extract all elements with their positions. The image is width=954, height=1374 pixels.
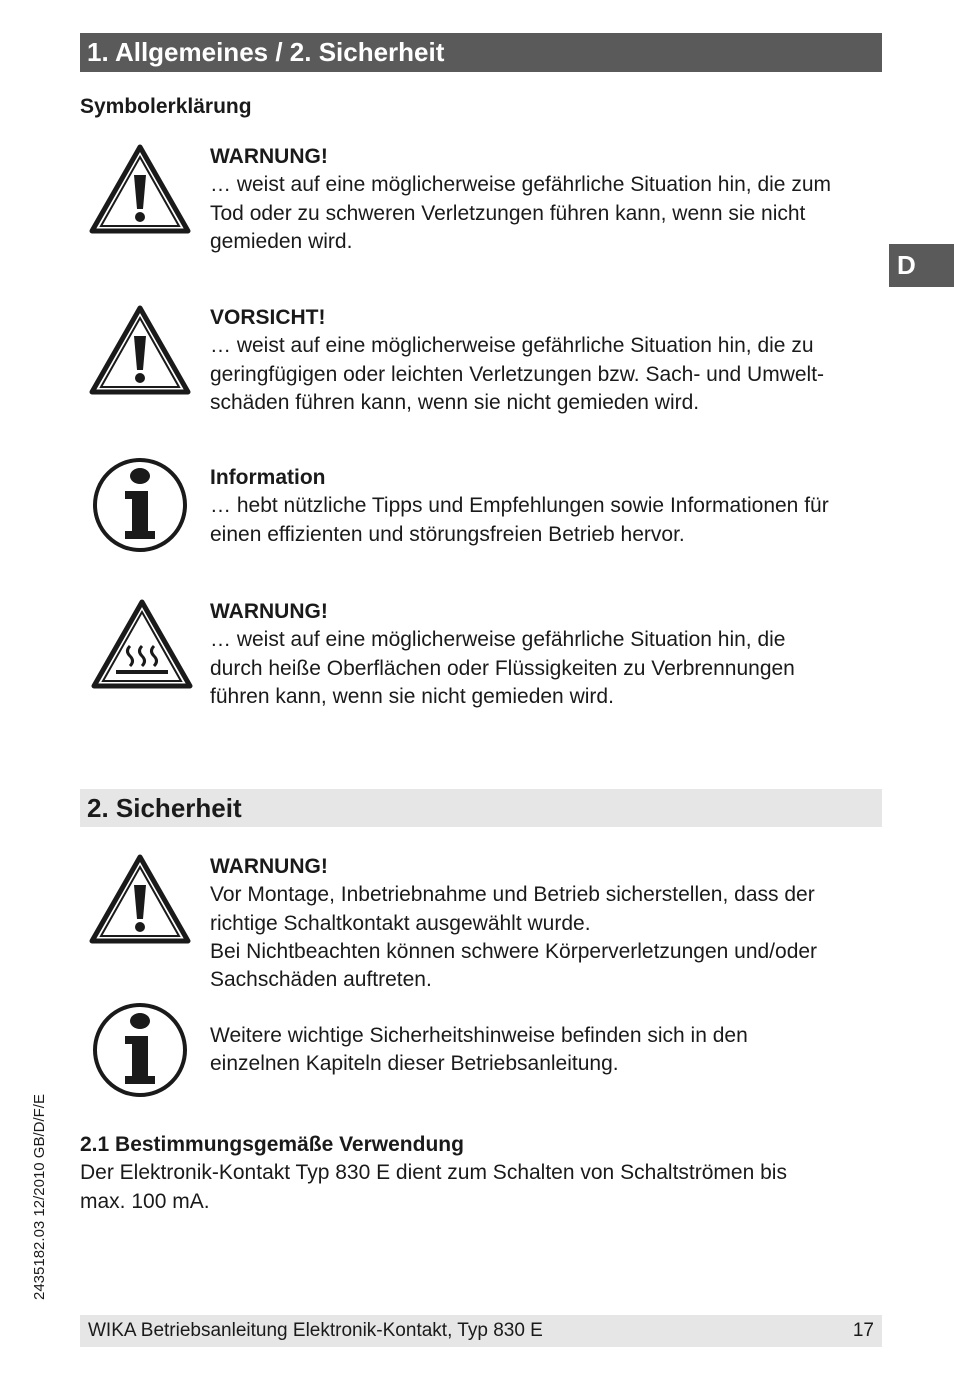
symbol-desc-line: … weist auf eine möglicherweise gefährliche Situation hin, die zu [210,334,814,358]
symbol-title: VORSICHT! [210,306,326,329]
information-icon [88,1000,192,1104]
warning-line: Sachschäden auftreten. [210,968,432,992]
page-number: 17 [852,1320,874,1341]
warning-triangle-icon [88,304,192,396]
intended-use-section [80,1131,882,1216]
page-header-title: 1. Allgemeines / 2. Sicherheit [80,33,882,72]
footer-text: WIKA Betriebsanleitung Elektronik-Kontakt, Typ 830 E [88,1320,543,1341]
information-icon [88,455,192,559]
symbol-desc-line: … hebt nützliche Tipps und Empfehlungen sowie Informationen für [210,494,829,518]
info-line: Weitere wichtige Sicherheitshinweise befinden sich in den [210,1024,748,1047]
section-title: 2. Sicherheit [80,789,882,827]
symbols-heading: Symbolerklärung [80,95,252,118]
body-line: max. 100 mA. [80,1189,210,1213]
symbol-desc-line: schäden führen kann, wenn sie nicht gemieden wird. [210,390,700,414]
warning-line: richtige Schaltkontakt ausgewählt wurde. [210,911,591,935]
symbol-desc-line: gemieden wird. [210,229,353,253]
warning-line: Vor Montage, Inbetriebnahme und Betrieb sicherstellen, dass der [210,883,815,907]
page-footer [80,1315,882,1347]
body-line: Der Elektronik-Kontakt Typ 830 E dient zum Schalten von Schaltströmen bis [80,1161,787,1185]
symbol-title: WARNUNG! [210,600,328,623]
symbol-desc-line: einen effizienten und störungsfreien Betrieb hervor. [210,522,685,546]
warning-triangle-icon [88,853,192,945]
warning-line: Bei Nichtbeachten können schwere Körperverletzungen und/oder [210,939,818,963]
symbol-desc-line: Tod oder zu schweren Verletzungen führen kann, wenn sie nicht [210,201,806,225]
symbol-desc-line: durch heiße Oberflächen oder Flüssigkeiten zu Verbrennungen [210,656,795,680]
warning-triangle-icon [88,143,192,235]
symbol-desc-line: geringfügigen oder leichten Verletzungen bzw. Sach- und Umwelt- [210,362,825,386]
subsection-heading: 2.1 Bestimmungsgemäße Verwendung [80,1133,464,1156]
document-code: 2435182.03 12/2010 GB/D/F/E [31,1094,48,1300]
hot-surface-icon [90,598,194,690]
symbol-desc-line: … weist auf eine möglicherweise gefährliche Situation hin, die zum [210,173,831,197]
symbol-title: WARNUNG! [210,145,328,168]
symbol-title: Information [210,466,326,489]
info-line: einzelnen Kapiteln dieser Betriebsanleitung. [210,1052,619,1076]
warning-title: WARNUNG! [210,855,328,878]
symbol-desc-line: führen kann, wenn sie nicht gemieden wird. [210,684,614,708]
language-tab: D [889,244,954,287]
symbol-desc-line: … weist auf eine möglicherweise gefährliche Situation hin, die [210,628,786,652]
